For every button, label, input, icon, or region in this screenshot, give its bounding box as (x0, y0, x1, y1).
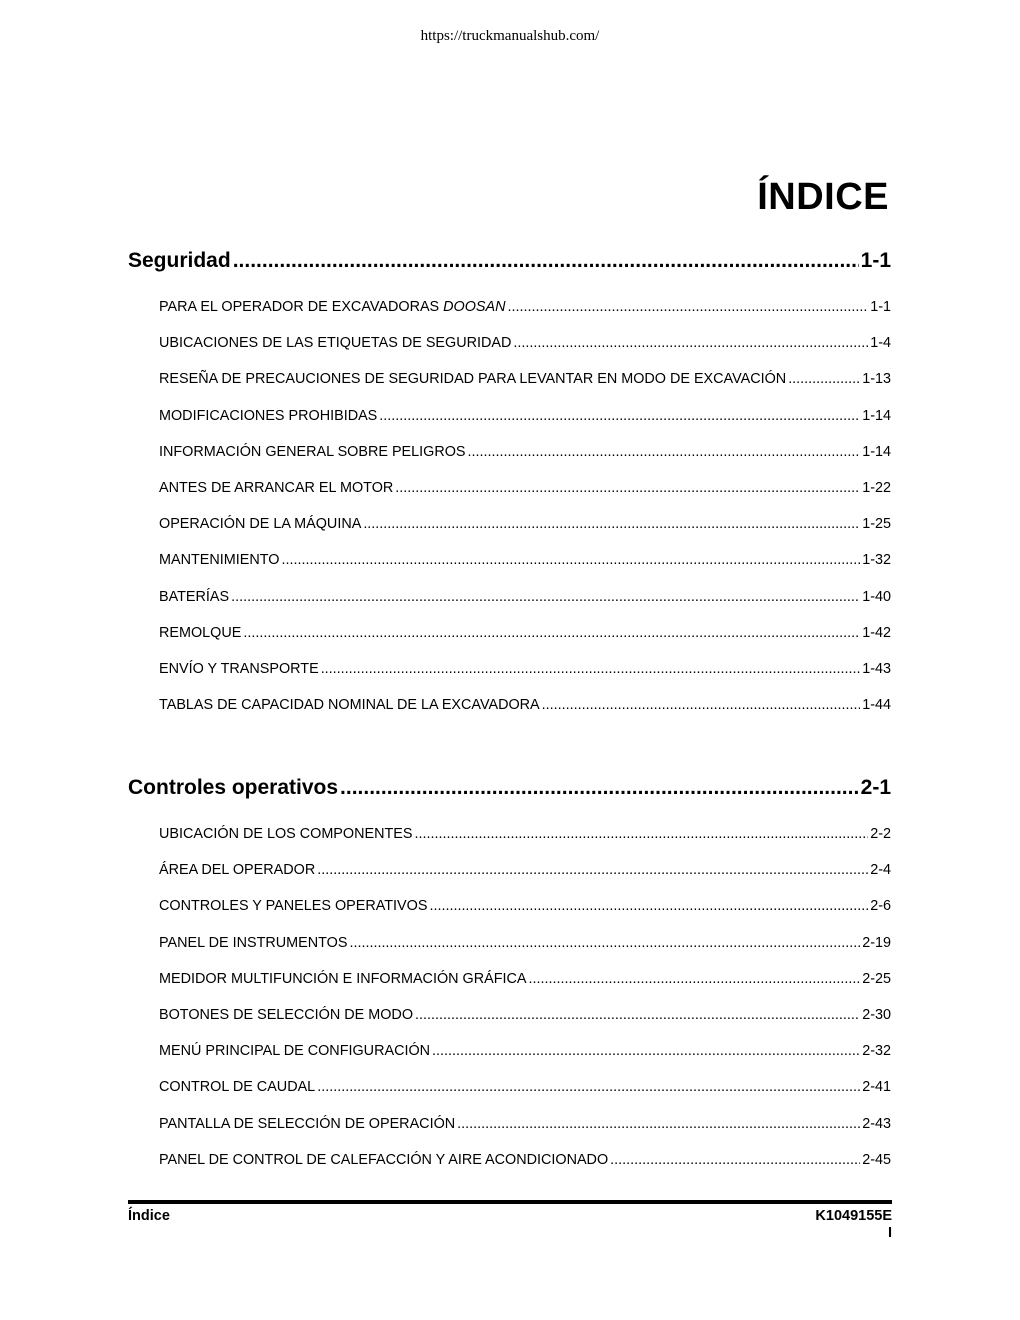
dot-leader (321, 661, 861, 677)
toc-entry[interactable] (159, 516, 891, 552)
toc-entry[interactable] (159, 898, 891, 934)
toc-entry[interactable] (159, 862, 891, 898)
entry-page-number: 1-1 (870, 299, 891, 315)
entry-page-number: 1-25 (862, 516, 891, 533)
toc-entry[interactable] (159, 1007, 891, 1043)
dot-leader (429, 898, 868, 914)
entry-label: INFORMACIÓN GENERAL SOBRE PELIGROS (159, 443, 466, 460)
footer-section-name: Índice (128, 1208, 170, 1224)
entry-label: ÁREA DEL OPERADOR (159, 862, 316, 879)
dot-leader (231, 589, 860, 605)
dot-leader (457, 1116, 860, 1132)
toc-entry[interactable] (159, 408, 891, 444)
toc-section-controles-operativos (128, 776, 891, 1188)
section-title: Seguridad (128, 249, 231, 272)
entry-page-number: 2-45 (862, 1151, 891, 1168)
entry-page-number: 2-30 (862, 1006, 891, 1023)
entry-label: MANTENIMIENTO (159, 552, 280, 569)
footer-doc-code: K1049155E (815, 1208, 892, 1224)
dot-leader (529, 971, 861, 987)
toc-entry[interactable] (159, 625, 891, 661)
section-title: Controles operativos (128, 776, 339, 799)
entry-label: MODIFICACIONES PROHIBIDAS (159, 407, 378, 424)
dot-leader (513, 335, 868, 351)
dot-leader (468, 444, 861, 460)
footer-divider (128, 1200, 892, 1204)
toc-entry[interactable] (159, 826, 891, 862)
entry-label: REMOLQUE (159, 624, 242, 641)
entry-label: RESEÑA DE PRECAUCIONES DE SEGURIDAD PARA LEVANTAR EN MODO DE EXCAVACIÓN (159, 371, 787, 388)
dot-leader (432, 1043, 860, 1059)
dot-leader (395, 480, 860, 496)
entry-label: BATERÍAS (159, 588, 230, 605)
footer-doc-info (815, 1208, 892, 1242)
toc-entry[interactable] (159, 697, 891, 733)
section-page-number: 1-1 (860, 249, 891, 272)
dot-leader (379, 408, 860, 424)
entry-label: UBICACIÓN DE LOS COMPONENTES (159, 826, 413, 842)
entry-label: BOTONES DE SELECCIÓN DE MODO (159, 1006, 414, 1023)
dot-leader (415, 1007, 860, 1023)
entry-label: TABLAS DE CAPACIDAD NOMINAL DE LA EXCAVADORA (159, 697, 540, 714)
dot-leader (340, 776, 859, 800)
entry-page-number: 1-4 (870, 335, 891, 352)
entry-page-number: 2-32 (862, 1043, 891, 1060)
entry-page-number: 2-6 (870, 898, 891, 915)
entry-page-number: 1-14 (862, 407, 891, 424)
dot-leader (542, 697, 861, 713)
dot-leader (610, 1152, 860, 1168)
entry-page-number: 1-22 (862, 479, 891, 496)
entry-label: MEDIDOR MULTIFUNCIÓN E INFORMACIÓN GRÁFICA (159, 970, 527, 987)
toc-entry[interactable] (159, 1152, 891, 1188)
entry-label: CONTROLES Y PANELES OPERATIVOS (159, 898, 428, 915)
entry-label-brand: DOOSAN (443, 299, 506, 315)
toc-entry[interactable] (159, 1043, 891, 1079)
entry-label: PANTALLA DE SELECCIÓN DE OPERACIÓN (159, 1115, 456, 1132)
dot-leader (317, 1079, 860, 1095)
toc-section-heading[interactable] (128, 776, 891, 810)
toc-entry[interactable] (159, 299, 891, 335)
toc-entry[interactable] (159, 1079, 891, 1115)
dot-leader (363, 516, 860, 532)
toc-entry[interactable] (159, 661, 891, 697)
footer-page-number: I (887, 1225, 892, 1241)
source-url[interactable]: https://truckmanualshub.com/ (420, 28, 600, 44)
toc-entry[interactable] (159, 444, 891, 480)
dot-leader (349, 935, 860, 951)
entry-label: PANEL DE INSTRUMENTOS (159, 934, 348, 951)
entry-page-number: 1-44 (862, 697, 891, 714)
entry-page-number: 1-42 (862, 624, 891, 641)
entry-page-number: 2-25 (862, 970, 891, 987)
toc-section-heading[interactable] (128, 249, 891, 283)
dot-leader (414, 826, 868, 842)
toc-section-seguridad (128, 249, 891, 733)
entry-label: ENVÍO Y TRANSPORTE (159, 660, 319, 677)
section-page-number: 2-1 (860, 776, 891, 799)
dot-leader (788, 371, 860, 387)
entry-page-number: 1-14 (862, 443, 891, 460)
toc-entry[interactable] (159, 935, 891, 971)
entry-label: CONTROL DE CAUDAL (159, 1079, 316, 1096)
toc-entry[interactable] (159, 971, 891, 1007)
toc-entry[interactable] (159, 589, 891, 625)
entry-page-number: 1-43 (862, 660, 891, 677)
toc-entry[interactable] (159, 335, 891, 371)
dot-leader (317, 862, 868, 878)
dot-leader (233, 249, 859, 273)
toc-entry-list (128, 299, 891, 733)
entry-label-text: PARA EL OPERADOR DE EXCAVADORAS (159, 299, 444, 315)
entry-page-number: 2-4 (870, 862, 891, 879)
toc-entry[interactable] (159, 371, 891, 407)
entry-label (159, 299, 506, 315)
toc-entry[interactable] (159, 552, 891, 588)
dot-leader (281, 552, 860, 568)
dot-leader (508, 299, 869, 315)
entry-label: OPERACIÓN DE LA MÁQUINA (159, 516, 362, 533)
page-title: ÍNDICE (757, 176, 889, 218)
dot-leader (243, 625, 860, 641)
entry-page-number: 1-13 (862, 371, 891, 388)
entry-label: ANTES DE ARRANCAR EL MOTOR (159, 479, 394, 496)
entry-page-number: 2-19 (862, 934, 891, 951)
entry-label: MENÚ PRINCIPAL DE CONFIGURACIÓN (159, 1043, 431, 1060)
toc-entry[interactable] (159, 1116, 891, 1152)
entry-page-number: 1-40 (862, 588, 891, 605)
entry-page-number: 2-43 (862, 1115, 891, 1132)
entry-label: UBICACIONES DE LAS ETIQUETAS DE SEGURIDAD (159, 335, 512, 352)
entry-page-number: 1-32 (862, 552, 891, 569)
entry-label: PANEL DE CONTROL DE CALEFACCIÓN Y AIRE ACONDICIONADO (159, 1151, 609, 1168)
entry-page-number: 2-2 (870, 826, 891, 842)
entry-page-number: 2-41 (862, 1079, 891, 1096)
toc-entry[interactable] (159, 480, 891, 516)
toc-entry-list (128, 826, 891, 1188)
